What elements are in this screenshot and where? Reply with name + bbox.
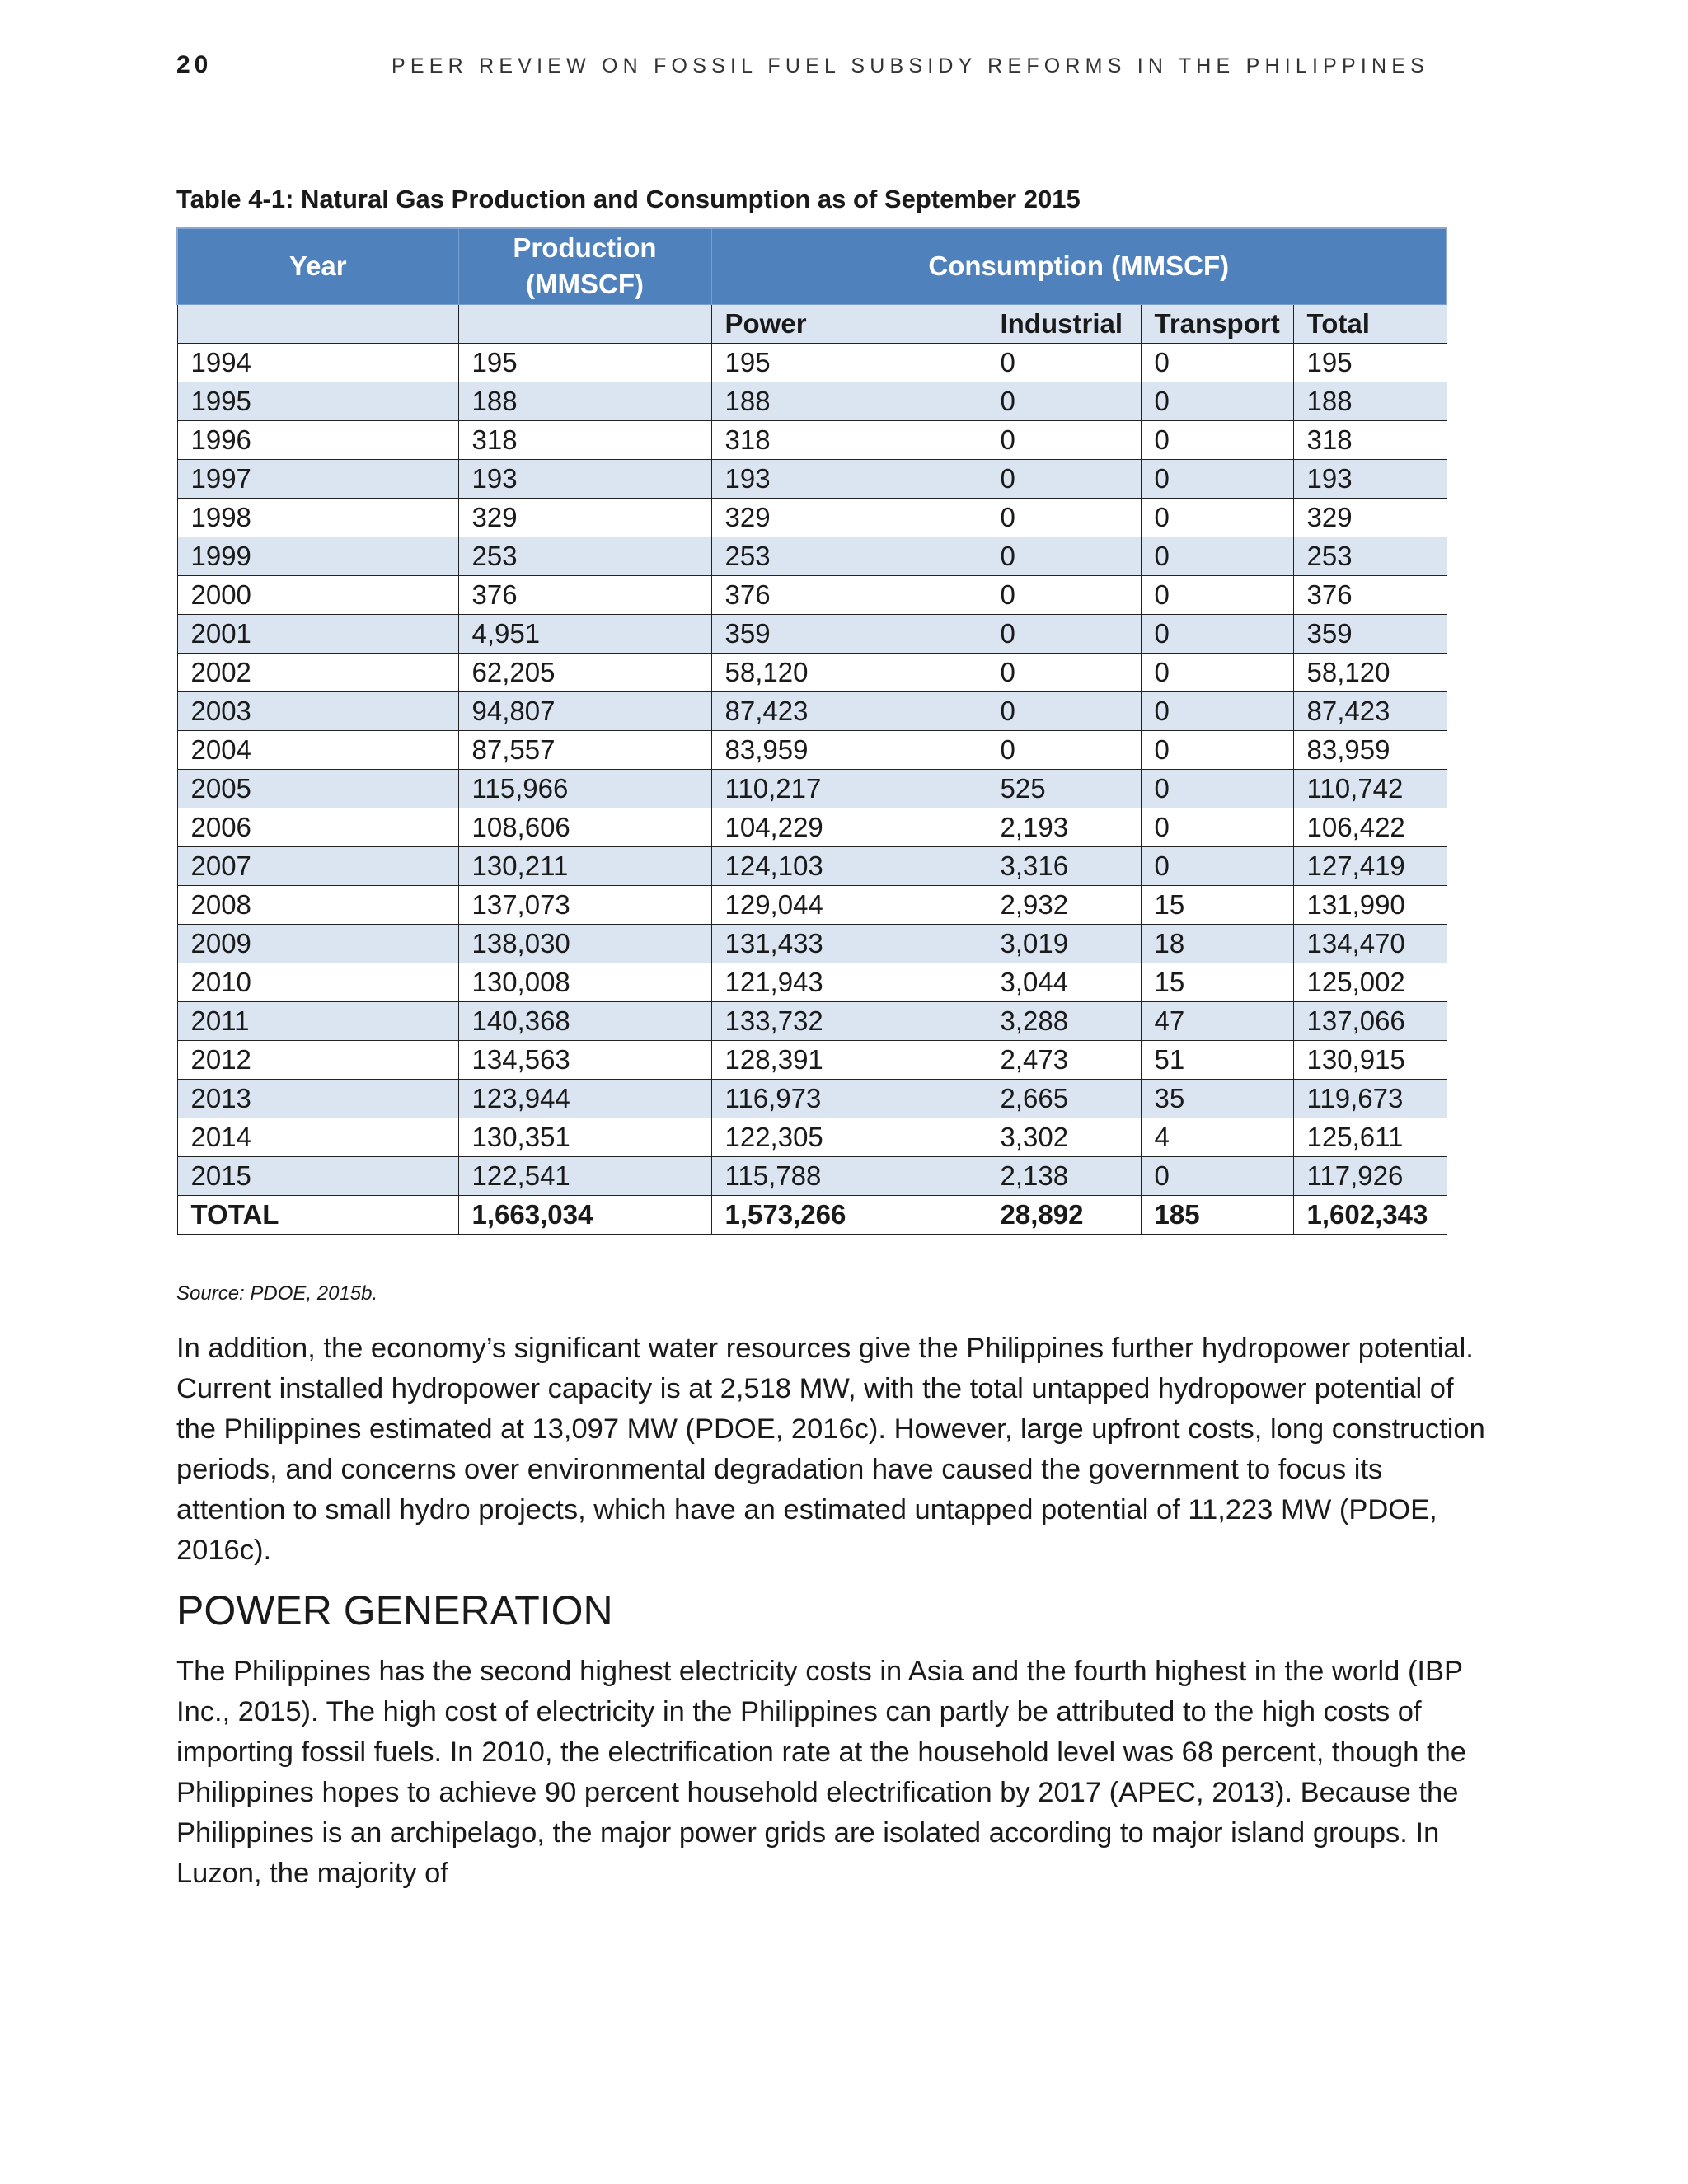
cell-total: 125,611: [1293, 1118, 1447, 1156]
table-subheader-row: [177, 304, 1447, 343]
cell-transport: 0: [1141, 459, 1293, 498]
table-row: [177, 1079, 1447, 1118]
header-consumption: Consumption (MMSCF): [711, 228, 1447, 304]
cell-transport: 18: [1141, 924, 1293, 963]
cell-industrial: 0: [987, 382, 1141, 420]
table-row: [177, 963, 1447, 1001]
cell-total: 376: [1293, 575, 1447, 614]
table-row: [177, 498, 1447, 537]
cell-power: 131,433: [711, 924, 987, 963]
cell-power: 129,044: [711, 885, 987, 924]
cell-total: 193: [1293, 459, 1447, 498]
cell-year: 1994: [177, 343, 458, 382]
cell-transport: 15: [1141, 885, 1293, 924]
cell-industrial: 0: [987, 614, 1141, 653]
total-transport: 185: [1141, 1195, 1293, 1234]
table-row: [177, 1001, 1447, 1040]
header-year: Year: [177, 228, 458, 304]
cell-year: 1998: [177, 498, 458, 537]
total-label: TOTAL: [177, 1195, 458, 1234]
cell-transport: 0: [1141, 420, 1293, 459]
cell-production: 130,008: [458, 963, 711, 1001]
total-power: 1,573,266: [711, 1195, 987, 1234]
table-row: [177, 537, 1447, 575]
table-row: [177, 769, 1447, 808]
cell-power: 122,305: [711, 1118, 987, 1156]
cell-total: 110,742: [1293, 769, 1447, 808]
cell-transport: 0: [1141, 691, 1293, 730]
table-row: [177, 885, 1447, 924]
cell-power: 188: [711, 382, 987, 420]
cell-industrial: 2,665: [987, 1079, 1141, 1118]
cell-industrial: 0: [987, 653, 1141, 691]
cell-year: 2002: [177, 653, 458, 691]
cell-year: 1996: [177, 420, 458, 459]
cell-year: 2006: [177, 808, 458, 846]
cell-year: 2015: [177, 1156, 458, 1195]
table-row: [177, 420, 1447, 459]
page-number: 20: [176, 51, 213, 78]
table-row: [177, 382, 1447, 420]
cell-total: 137,066: [1293, 1001, 1447, 1040]
cell-transport: 0: [1141, 537, 1293, 575]
table-row: [177, 614, 1447, 653]
cell-power: 58,120: [711, 653, 987, 691]
subheader-transport: Transport: [1141, 304, 1293, 343]
cell-power: 121,943: [711, 963, 987, 1001]
cell-total: 83,959: [1293, 730, 1447, 769]
cell-power: 116,973: [711, 1079, 987, 1118]
cell-year: 2011: [177, 1001, 458, 1040]
cell-power: 193: [711, 459, 987, 498]
cell-transport: 0: [1141, 614, 1293, 653]
cell-production: 195: [458, 343, 711, 382]
table-row: [177, 808, 1447, 846]
cell-production: 138,030: [458, 924, 711, 963]
subheader-cell: [177, 304, 458, 343]
cell-transport: 51: [1141, 1040, 1293, 1079]
cell-power: 115,788: [711, 1156, 987, 1195]
cell-transport: 0: [1141, 343, 1293, 382]
table-row: [177, 653, 1447, 691]
total-total: 1,602,343: [1293, 1195, 1447, 1234]
table-row: [177, 730, 1447, 769]
subheader-industrial: Industrial: [987, 304, 1141, 343]
subheader-total: Total: [1293, 304, 1447, 343]
cell-industrial: 3,019: [987, 924, 1141, 963]
table-header-row: [177, 228, 1447, 304]
cell-power: 128,391: [711, 1040, 987, 1079]
table-total-row: [177, 1195, 1447, 1234]
cell-production: 62,205: [458, 653, 711, 691]
cell-transport: 15: [1141, 963, 1293, 1001]
cell-total: 125,002: [1293, 963, 1447, 1001]
cell-industrial: 525: [987, 769, 1141, 808]
cell-production: 193: [458, 459, 711, 498]
cell-total: 127,419: [1293, 846, 1447, 885]
cell-power: 253: [711, 537, 987, 575]
cell-industrial: 3,044: [987, 963, 1141, 1001]
cell-power: 110,217: [711, 769, 987, 808]
cell-industrial: 3,302: [987, 1118, 1141, 1156]
cell-industrial: 0: [987, 459, 1141, 498]
cell-transport: 0: [1141, 653, 1293, 691]
cell-total: 318: [1293, 420, 1447, 459]
cell-total: 131,990: [1293, 885, 1447, 924]
cell-industrial: 0: [987, 730, 1141, 769]
cell-industrial: 3,316: [987, 846, 1141, 885]
cell-production: 329: [458, 498, 711, 537]
subheader-cell: [458, 304, 711, 343]
cell-year: 2008: [177, 885, 458, 924]
cell-year: 2003: [177, 691, 458, 730]
power-generation-paragraph: The Philippines has the second highest electricity costs in Asia and the fourth highest in the world (IBP Inc., 2015). The high cost of electricity in the Philippines can partly be attributed to the high costs of importing fossil fuels. In 2010, the electrification rate at the household level was 68 percent, though the Philippines hopes to achieve 90 percent household electrification by 2017 (APEC, 2013). Because the Philippines is an archipelago, the major power grids are isolated according to major island groups. In Luzon, the majority of: [176, 1656, 1466, 1889]
cell-production: 130,211: [458, 846, 711, 885]
cell-transport: 35: [1141, 1079, 1293, 1118]
total-production: 1,663,034: [458, 1195, 711, 1234]
cell-power: 195: [711, 343, 987, 382]
total-industrial: 28,892: [987, 1195, 1141, 1234]
cell-year: 2012: [177, 1040, 458, 1079]
table-source-note: Source: PDOE, 2015b.: [176, 1282, 378, 1305]
cell-total: 130,915: [1293, 1040, 1447, 1079]
cell-year: 1997: [177, 459, 458, 498]
cell-industrial: 2,138: [987, 1156, 1141, 1195]
cell-industrial: 0: [987, 498, 1141, 537]
table-row: [177, 1118, 1447, 1156]
cell-industrial: 3,288: [987, 1001, 1141, 1040]
header-production: Production (MMSCF): [458, 228, 711, 304]
table-caption: Table 4-1: Natural Gas Production and Consumption as of September 2015: [176, 185, 1081, 213]
cell-total: 87,423: [1293, 691, 1447, 730]
cell-production: 318: [458, 420, 711, 459]
table-row: [177, 575, 1447, 614]
cell-transport: 0: [1141, 1156, 1293, 1195]
cell-power: 376: [711, 575, 987, 614]
table-row: [177, 846, 1447, 885]
cell-power: 83,959: [711, 730, 987, 769]
cell-total: 117,926: [1293, 1156, 1447, 1195]
cell-year: 2014: [177, 1118, 458, 1156]
cell-industrial: 0: [987, 343, 1141, 382]
cell-year: 2009: [177, 924, 458, 963]
cell-industrial: 0: [987, 575, 1141, 614]
cell-power: 133,732: [711, 1001, 987, 1040]
cell-industrial: 0: [987, 537, 1141, 575]
cell-production: 140,368: [458, 1001, 711, 1040]
cell-industrial: 2,193: [987, 808, 1141, 846]
cell-power: 318: [711, 420, 987, 459]
cell-production: 115,966: [458, 769, 711, 808]
table-row: [177, 459, 1447, 498]
cell-production: 87,557: [458, 730, 711, 769]
cell-production: 253: [458, 537, 711, 575]
page-header: [176, 51, 1429, 87]
cell-production: 122,541: [458, 1156, 711, 1195]
cell-production: 108,606: [458, 808, 711, 846]
section-heading: POWER GENERATION: [176, 1587, 613, 1633]
cell-year: 2005: [177, 769, 458, 808]
cell-industrial: 2,473: [987, 1040, 1141, 1079]
cell-total: 253: [1293, 537, 1447, 575]
cell-production: 134,563: [458, 1040, 711, 1079]
cell-total: 106,422: [1293, 808, 1447, 846]
cell-power: 104,229: [711, 808, 987, 846]
cell-total: 195: [1293, 343, 1447, 382]
cell-total: 119,673: [1293, 1079, 1447, 1118]
cell-power: 124,103: [711, 846, 987, 885]
cell-year: 2000: [177, 575, 458, 614]
table-body: [177, 343, 1447, 1195]
cell-transport: 4: [1141, 1118, 1293, 1156]
table-row: [177, 1040, 1447, 1079]
subheader-power: Power: [711, 304, 987, 343]
cell-power: 359: [711, 614, 987, 653]
gas-production-consumption-table: [176, 227, 1447, 1235]
cell-production: 188: [458, 382, 711, 420]
table-row: [177, 343, 1447, 382]
cell-transport: 0: [1141, 575, 1293, 614]
cell-year: 1999: [177, 537, 458, 575]
cell-transport: 0: [1141, 769, 1293, 808]
table-row: [177, 924, 1447, 963]
table-row: [177, 1156, 1447, 1195]
cell-year: 2007: [177, 846, 458, 885]
cell-production: 4,951: [458, 614, 711, 653]
cell-total: 359: [1293, 614, 1447, 653]
cell-transport: 0: [1141, 846, 1293, 885]
table-row: [177, 691, 1447, 730]
hydropower-paragraph: In addition, the economy’s significant water resources give the Philippines further hydropower potential. Current installed hydropower capacity is at 2,518 MW, with the total untapped hydropower potential of the Philippines estimated at 13,097 MW (PDOE, 2016c). However, large upfront costs, long construction periods, and concerns over environmental degradation have caused the government to focus its attention to small hydro projects, which have an estimated untapped potential of 11,223 MW (PDOE, 2016c).: [176, 1333, 1485, 1566]
cell-transport: 0: [1141, 498, 1293, 537]
cell-year: 2001: [177, 614, 458, 653]
cell-total: 134,470: [1293, 924, 1447, 963]
cell-power: 329: [711, 498, 987, 537]
cell-production: 130,351: [458, 1118, 711, 1156]
cell-year: 1995: [177, 382, 458, 420]
cell-production: 376: [458, 575, 711, 614]
cell-total: 58,120: [1293, 653, 1447, 691]
cell-power: 87,423: [711, 691, 987, 730]
cell-industrial: 0: [987, 420, 1141, 459]
cell-transport: 0: [1141, 730, 1293, 769]
cell-production: 137,073: [458, 885, 711, 924]
cell-transport: 0: [1141, 808, 1293, 846]
cell-transport: 47: [1141, 1001, 1293, 1040]
cell-year: 2013: [177, 1079, 458, 1118]
cell-transport: 0: [1141, 382, 1293, 420]
cell-total: 329: [1293, 498, 1447, 537]
cell-production: 94,807: [458, 691, 711, 730]
cell-year: 2010: [177, 963, 458, 1001]
running-title: PEER REVIEW ON FOSSIL FUEL SUBSIDY REFORMS IN THE PHILIPPINES: [392, 54, 1429, 77]
cell-industrial: 2,932: [987, 885, 1141, 924]
cell-production: 123,944: [458, 1079, 711, 1118]
cell-year: 2004: [177, 730, 458, 769]
cell-total: 188: [1293, 382, 1447, 420]
cell-industrial: 0: [987, 691, 1141, 730]
